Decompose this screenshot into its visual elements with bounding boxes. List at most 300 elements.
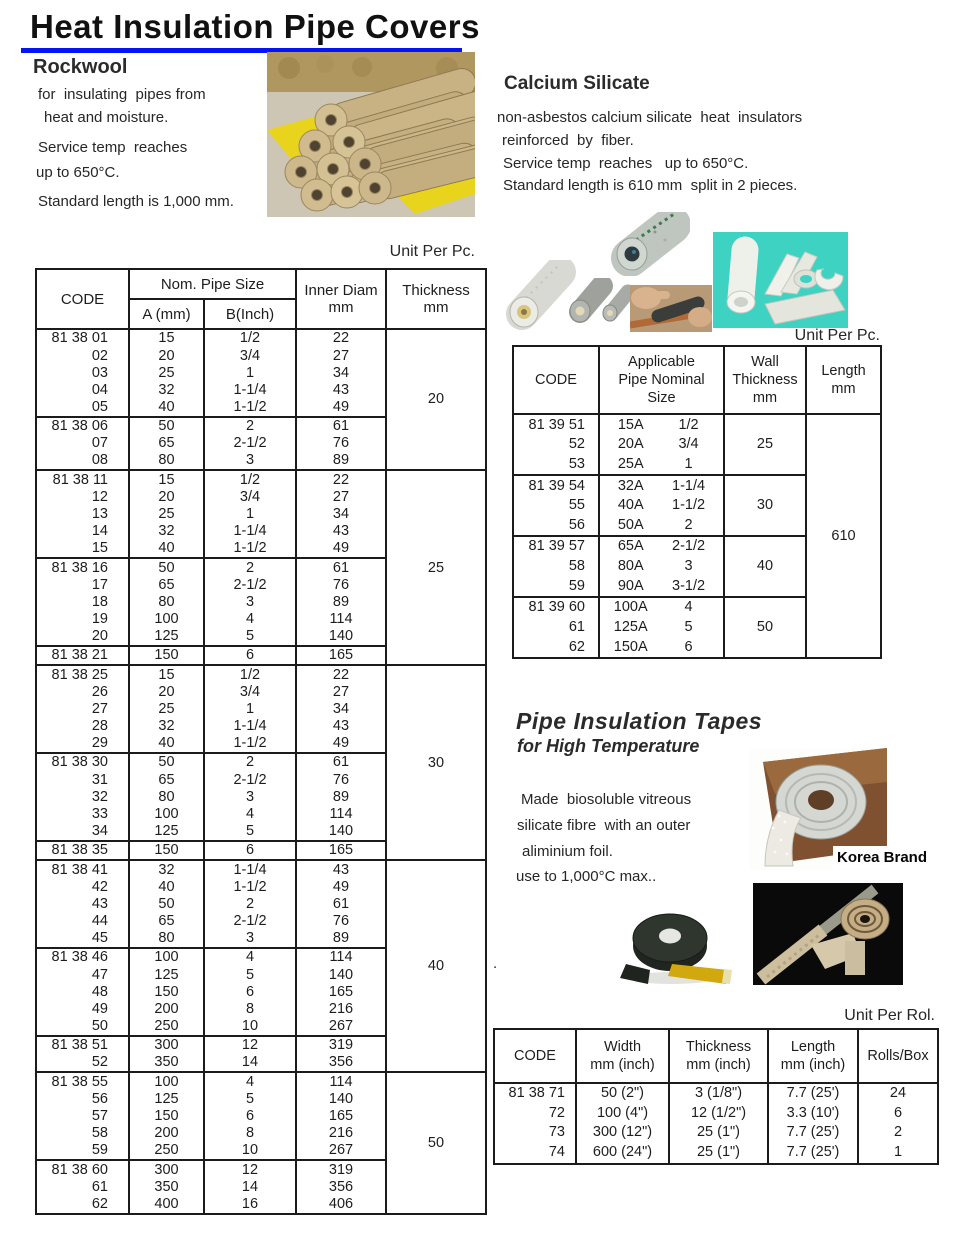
code-cell: 61 [568,619,585,636]
a-mm-cell: 150 [129,646,204,665]
inner-diam-cell: 406 [296,1195,386,1214]
b-inch-cell: 1-1/2 [204,540,296,558]
korea-brand-label: Korea Brand [833,846,931,869]
wall-thickness-cell: 40 [724,536,806,597]
code-cell: 81 38 06 [36,417,129,435]
code-cell: 42 [91,878,108,895]
pipe-size-cell: 90A 3-1/2 [599,576,724,597]
b-inch-cell: 4 [204,806,296,823]
pipe-size-cell: 65A 2-1/2 [599,536,724,557]
inner-diam-cell: 216 [296,1125,386,1142]
inner-diam-cell: 49 [296,735,386,753]
code-cell: 14 [91,523,108,540]
col-header-pipe-nominal-size: Applicable Pipe Nominal Size [599,346,724,414]
inner-diam-cell: 165 [296,646,386,665]
a-mm-cell: 100 [129,948,204,966]
a-mm-cell: 32 [129,381,204,398]
col-header-b-inch: B(Inch) [204,299,296,329]
unit-per-rol-label: Unit Per Rol. [844,1007,935,1024]
a-mm-cell: 125 [129,628,204,646]
b-inch-cell: 4 [204,611,296,628]
code-cell: 81 38 41 [36,860,129,878]
code-cell: 50 [91,1017,108,1034]
code-cell: 56 [568,516,585,533]
code-cell: 28 [91,718,108,735]
inner-diam-cell: 114 [296,948,386,966]
thickness-cell: 3 (1/8") [669,1083,768,1104]
a-mm-cell: 50 [129,896,204,913]
a-mm-cell: 350 [129,1178,204,1195]
a-mm-cell: 250 [129,1142,204,1160]
b-inch-cell: 14 [204,1178,296,1195]
code-cell: 17 [91,576,108,593]
col-header-nom-pipe-size: Nom. Pipe Size [129,269,296,299]
b-inch-cell: 12 [204,1160,296,1178]
code-cell: 15 [91,540,108,557]
a-mm-cell: 65 [129,771,204,788]
inner-diam-cell: 89 [296,593,386,610]
b-inch-cell: 12 [204,1036,296,1054]
code-cell: 43 [91,895,108,912]
inner-diam-cell: 22 [296,665,386,683]
rockwool-description-line: Service temp reaches [38,139,188,156]
a-mm-cell: 32 [129,718,204,735]
col-header-code: CODE [513,346,599,414]
b-inch-cell: 5 [204,628,296,646]
inner-diam-cell: 356 [296,1054,386,1072]
inner-diam-cell: 27 [296,489,386,506]
width-cell: 300 (12") [576,1123,669,1143]
b-inch-cell: 1-1/2 [204,399,296,417]
inner-diam-cell: 27 [296,684,386,701]
tape-application-hands-photo [630,285,712,337]
col-header-code: CODE [494,1029,576,1083]
b-inch-cell: 8 [204,1001,296,1018]
rockwool-description-line: Standard length is 1,000 mm. [38,193,234,210]
b-inch-cell: 3 [204,452,296,470]
code-cell: 81 38 46 [36,948,129,966]
calcium-description-line: non-asbestos calcium silicate heat insulators [497,109,803,126]
a-mm-cell: 400 [129,1195,204,1214]
code-cell: 53 [568,455,585,472]
inner-diam-cell: 61 [296,896,386,913]
inner-diam-cell: 319 [296,1160,386,1178]
code-cell: 62 [91,1195,108,1212]
b-inch-cell: 6 [204,841,296,860]
code-cell: 44 [91,913,108,930]
a-mm-cell: 200 [129,1125,204,1142]
pipe-size-cell: 20A 3/4 [599,435,724,455]
rockwool-table-row [36,470,486,488]
a-mm-cell: 250 [129,1018,204,1036]
tapes-description-line: silicate fibre with an outer [517,817,691,834]
a-mm-cell: 20 [129,684,204,701]
inner-diam-cell: 27 [296,347,386,364]
thickness-cell: 25 [386,470,486,665]
col-header-length: Length mm (inch) [768,1029,858,1083]
code-cell: 56 [91,1090,108,1107]
rockwool-table-row [36,329,486,347]
inner-diam-cell: 61 [296,753,386,771]
b-inch-cell: 2-1/2 [204,913,296,930]
thickness-cell: 20 [386,329,486,470]
a-mm-cell: 80 [129,452,204,470]
code-cell: 55 [568,497,585,514]
inner-diam-cell: 140 [296,966,386,983]
col-header-length: Length mm [806,346,881,414]
code-cell: 33 [91,805,108,822]
wall-thickness-cell: 50 [724,597,806,658]
b-inch-cell: 2 [204,753,296,771]
wall-thickness-cell: 30 [724,475,806,536]
rockwool-heading: Rockwool [33,56,128,78]
inner-diam-cell: 140 [296,628,386,646]
a-mm-cell: 25 [129,701,204,718]
thickness-cell: 12 (1/2") [669,1104,768,1124]
inner-diam-cell: 49 [296,879,386,896]
wrapped-pipe-tape-photo [753,883,903,990]
rolls-box-cell: 6 [858,1104,938,1124]
a-mm-cell: 50 [129,558,204,576]
tapes-table-row [494,1143,938,1164]
wall-thickness-cell: 25 [724,414,806,475]
code-cell: 81 38 71 [508,1084,565,1101]
code-cell: 03 [91,364,108,381]
b-inch-cell: 1 [204,506,296,523]
b-inch-cell: 4 [204,948,296,966]
a-mm-cell: 65 [129,435,204,452]
b-inch-cell: 2 [204,417,296,435]
calcium-description-line: reinforced by fiber. [502,132,634,149]
thickness-cell: 25 (1") [669,1123,768,1143]
code-cell: 62 [568,638,585,655]
a-mm-cell: 65 [129,913,204,930]
inner-diam-cell: 89 [296,788,386,805]
inner-diam-cell: 140 [296,823,386,841]
stray-mark: . [493,955,498,972]
calcium-description-line: Service temp reaches up to 650°C. [503,155,749,172]
inner-diam-cell: 43 [296,860,386,878]
b-inch-cell: 3 [204,930,296,948]
pipe-size-cell: 15A 1/2 [599,414,724,435]
rockwool-table-row [36,665,486,683]
b-inch-cell: 2 [204,558,296,576]
code-cell: 81 38 11 [36,470,129,488]
pipe-size-cell: 50A 2 [599,515,724,536]
code-cell: 04 [91,381,108,398]
a-mm-cell: 25 [129,364,204,381]
inner-diam-cell: 43 [296,523,386,540]
inner-diam-cell: 319 [296,1036,386,1054]
a-mm-cell: 125 [129,1091,204,1108]
pipe-size-cell: 100A 4 [599,597,724,618]
tapes-description-line: use to 1,000°C max.. [516,868,657,885]
inner-diam-cell: 165 [296,1108,386,1125]
black-tape-roll-photo [612,906,736,993]
b-inch-cell: 5 [204,1091,296,1108]
b-inch-cell: 1-1/4 [204,381,296,398]
inner-diam-cell: 140 [296,1091,386,1108]
width-cell: 100 (4") [576,1104,669,1124]
inner-diam-cell: 165 [296,841,386,860]
calcium-description-line: Standard length is 610 mm split in 2 pieces. [503,177,798,194]
b-inch-cell: 3/4 [204,489,296,506]
col-header-a-mm: A (mm) [129,299,204,329]
a-mm-cell: 20 [129,489,204,506]
code-cell: 81 38 55 [36,1072,129,1090]
width-cell: 600 (24") [576,1143,669,1164]
a-mm-cell: 80 [129,593,204,610]
inner-diam-cell: 356 [296,1178,386,1195]
code-cell: 81 38 60 [36,1160,129,1178]
inner-diam-cell: 76 [296,771,386,788]
code-cell: 81 39 57 [513,536,599,557]
b-inch-cell: 1-1/4 [204,718,296,735]
b-inch-cell: 2-1/2 [204,435,296,452]
code-cell: 81 39 54 [513,475,599,496]
unit-per-pc-label-calcium: Unit Per Pc. [794,327,880,344]
code-cell: 59 [568,577,585,594]
pipe-size-cell: 125A 5 [599,618,724,638]
inner-diam-cell: 61 [296,558,386,576]
inner-diam-cell: 114 [296,1072,386,1090]
unit-per-pc-label-rockwool: Unit Per Pc. [389,243,475,260]
pipe-size-cell: 40A 1-1/2 [599,496,724,516]
a-mm-cell: 80 [129,788,204,805]
inner-diam-cell: 43 [296,718,386,735]
code-cell: 61 [91,1178,108,1195]
code-cell: 07 [91,435,108,452]
inner-diam-cell: 76 [296,913,386,930]
inner-diam-cell: 43 [296,381,386,398]
inner-diam-cell: 49 [296,399,386,417]
code-cell: 81 38 35 [36,841,129,860]
code-cell: 57 [91,1108,108,1124]
a-mm-cell: 32 [129,860,204,878]
a-mm-cell: 40 [129,735,204,753]
code-cell: 81 38 25 [36,665,129,683]
code-cell: 48 [91,983,108,1000]
code-cell: 81 38 30 [36,753,129,771]
b-inch-cell: 1 [204,364,296,381]
inner-diam-cell: 76 [296,576,386,593]
inner-diam-cell: 34 [296,364,386,381]
small-foil-tubes-photo [566,278,634,329]
b-inch-cell: 1/2 [204,470,296,488]
code-cell: 47 [91,966,108,983]
calcium-silicate-shapes-photo [713,232,848,333]
thickness-cell: 30 [386,665,486,860]
b-inch-cell: 1/2 [204,329,296,347]
length-cell: 3.3 (10') [768,1104,858,1124]
code-cell: 29 [91,735,108,752]
page-title: Heat Insulation Pipe Covers [30,8,480,45]
col-header-code: CODE [36,269,129,329]
length-cell: 7.7 (25') [768,1083,858,1104]
code-cell: 26 [91,683,108,700]
rockwool-description-line: heat and moisture. [44,109,169,126]
b-inch-cell: 1-1/2 [204,879,296,896]
inner-diam-cell: 89 [296,452,386,470]
b-inch-cell: 10 [204,1018,296,1036]
b-inch-cell: 3 [204,788,296,805]
a-mm-cell: 125 [129,823,204,841]
a-mm-cell: 300 [129,1036,204,1054]
thickness-cell: 25 (1") [669,1143,768,1164]
a-mm-cell: 40 [129,540,204,558]
a-mm-cell: 50 [129,417,204,435]
a-mm-cell: 150 [129,983,204,1000]
code-cell: 49 [91,1000,108,1017]
a-mm-cell: 50 [129,753,204,771]
b-inch-cell: 5 [204,966,296,983]
tapes-description-line: Made biosoluble vitreous [521,791,692,808]
col-header-thickness: Thickness mm (inch) [669,1029,768,1083]
inner-diam-cell: 165 [296,983,386,1000]
b-inch-cell: 4 [204,1072,296,1090]
code-cell: 52 [91,1054,108,1071]
inner-diam-cell: 114 [296,806,386,823]
pipe-size-cell: 25A 1 [599,454,724,475]
length-cell: 7.7 (25') [768,1123,858,1143]
code-cell: 72 [548,1104,565,1121]
col-header-wall-thickness: Wall Thickness mm [724,346,806,414]
a-mm-cell: 350 [129,1054,204,1072]
rockwool-description-line: up to 650°C. [36,164,120,181]
b-inch-cell: 2-1/2 [204,576,296,593]
code-cell: 08 [91,452,108,469]
code-cell: 81 38 16 [36,558,129,576]
code-cell: 13 [91,506,108,522]
b-inch-cell: 10 [204,1142,296,1160]
length-cell: 7.7 (25') [768,1143,858,1164]
code-cell: 73 [548,1124,565,1141]
inner-diam-cell: 267 [296,1018,386,1036]
a-mm-cell: 20 [129,347,204,364]
rolls-box-cell: 1 [858,1143,938,1164]
tapes-table-row [494,1083,938,1104]
a-mm-cell: 100 [129,806,204,823]
calcium-silicate-heading: Calcium Silicate [504,73,650,94]
foil-pipe-section-photo [610,212,690,281]
code-cell: 58 [91,1125,108,1142]
b-inch-cell: 1-1/4 [204,523,296,540]
code-cell: 05 [91,398,108,415]
code-cell: 19 [91,610,108,627]
code-cell: 81 39 51 [528,416,585,433]
a-mm-cell: 15 [129,470,204,488]
b-inch-cell: 3/4 [204,684,296,701]
b-inch-cell: 1-1/4 [204,860,296,878]
a-mm-cell: 80 [129,930,204,948]
a-mm-cell: 32 [129,523,204,540]
code-cell: 81 38 51 [36,1036,129,1054]
code-cell: 20 [91,628,108,645]
width-cell: 50 (2") [576,1083,669,1104]
pipe-size-cell: 32A 1-1/4 [599,475,724,496]
a-mm-cell: 40 [129,399,204,417]
code-cell: 34 [91,822,108,839]
col-header-rolls-box: Rolls/Box [858,1029,938,1083]
b-inch-cell: 6 [204,1108,296,1125]
code-cell: 81 39 60 [513,597,599,618]
tapes-heading: Pipe Insulation Tapes [516,708,763,734]
b-inch-cell: 2-1/2 [204,771,296,788]
b-inch-cell: 3/4 [204,347,296,364]
length-cell: 610 [806,414,881,658]
code-cell: 02 [91,347,108,364]
a-mm-cell: 300 [129,1160,204,1178]
code-cell: 81 38 01 [51,330,108,347]
calcium-size-table [512,345,882,659]
b-inch-cell: 6 [204,983,296,1000]
a-mm-cell: 100 [129,1072,204,1090]
a-mm-cell: 15 [129,665,204,683]
a-mm-cell: 65 [129,576,204,593]
pipe-size-cell: 80A 3 [599,557,724,577]
inner-diam-cell: 49 [296,540,386,558]
a-mm-cell: 200 [129,1001,204,1018]
rockwool-description-line: for insulating pipes from [38,86,206,103]
a-mm-cell: 150 [129,1108,204,1125]
col-header-inner-diam: Inner Diam mm [296,269,386,329]
a-mm-cell: 125 [129,966,204,983]
a-mm-cell: 15 [129,329,204,347]
inner-diam-cell: 34 [296,506,386,523]
rolls-box-cell: 24 [858,1083,938,1104]
rockwool-table-row [36,1072,486,1090]
rockwool-pipe-sections-photo [267,52,475,222]
code-cell: 59 [91,1142,108,1159]
b-inch-cell: 2 [204,896,296,913]
b-inch-cell: 6 [204,646,296,665]
inner-diam-cell: 76 [296,435,386,452]
a-mm-cell: 40 [129,879,204,896]
code-cell: 32 [91,788,108,805]
code-cell: 74 [548,1144,565,1161]
a-mm-cell: 150 [129,841,204,860]
inner-diam-cell: 114 [296,611,386,628]
b-inch-cell: 16 [204,1195,296,1214]
code-cell: 52 [568,436,585,453]
inner-diam-cell: 22 [296,470,386,488]
b-inch-cell: 5 [204,823,296,841]
rockwool-table-row [36,860,486,878]
calcium-table-row [513,414,881,435]
inner-diam-cell: 267 [296,1142,386,1160]
inner-diam-cell: 216 [296,1001,386,1018]
pipe-size-cell: 150A 6 [599,637,724,658]
tapes-description-line: aliminium foil. [522,843,613,860]
tapes-table-row [494,1104,938,1124]
code-cell: 58 [568,558,585,575]
inner-diam-cell: 34 [296,701,386,718]
code-cell: 12 [91,488,108,505]
inner-diam-cell: 61 [296,417,386,435]
b-inch-cell: 3 [204,593,296,610]
code-cell: 18 [91,593,108,610]
col-header-thickness: Thickness mm [386,269,486,329]
b-inch-cell: 1/2 [204,665,296,683]
b-inch-cell: 1-1/2 [204,735,296,753]
inner-diam-cell: 89 [296,930,386,948]
inner-diam-cell: 22 [296,329,386,347]
code-cell: 81 38 21 [36,646,129,665]
tapes-subheading: for High Temperature [517,736,700,756]
b-inch-cell: 1 [204,701,296,718]
rolls-box-cell: 2 [858,1123,938,1143]
code-cell: 31 [91,771,108,788]
